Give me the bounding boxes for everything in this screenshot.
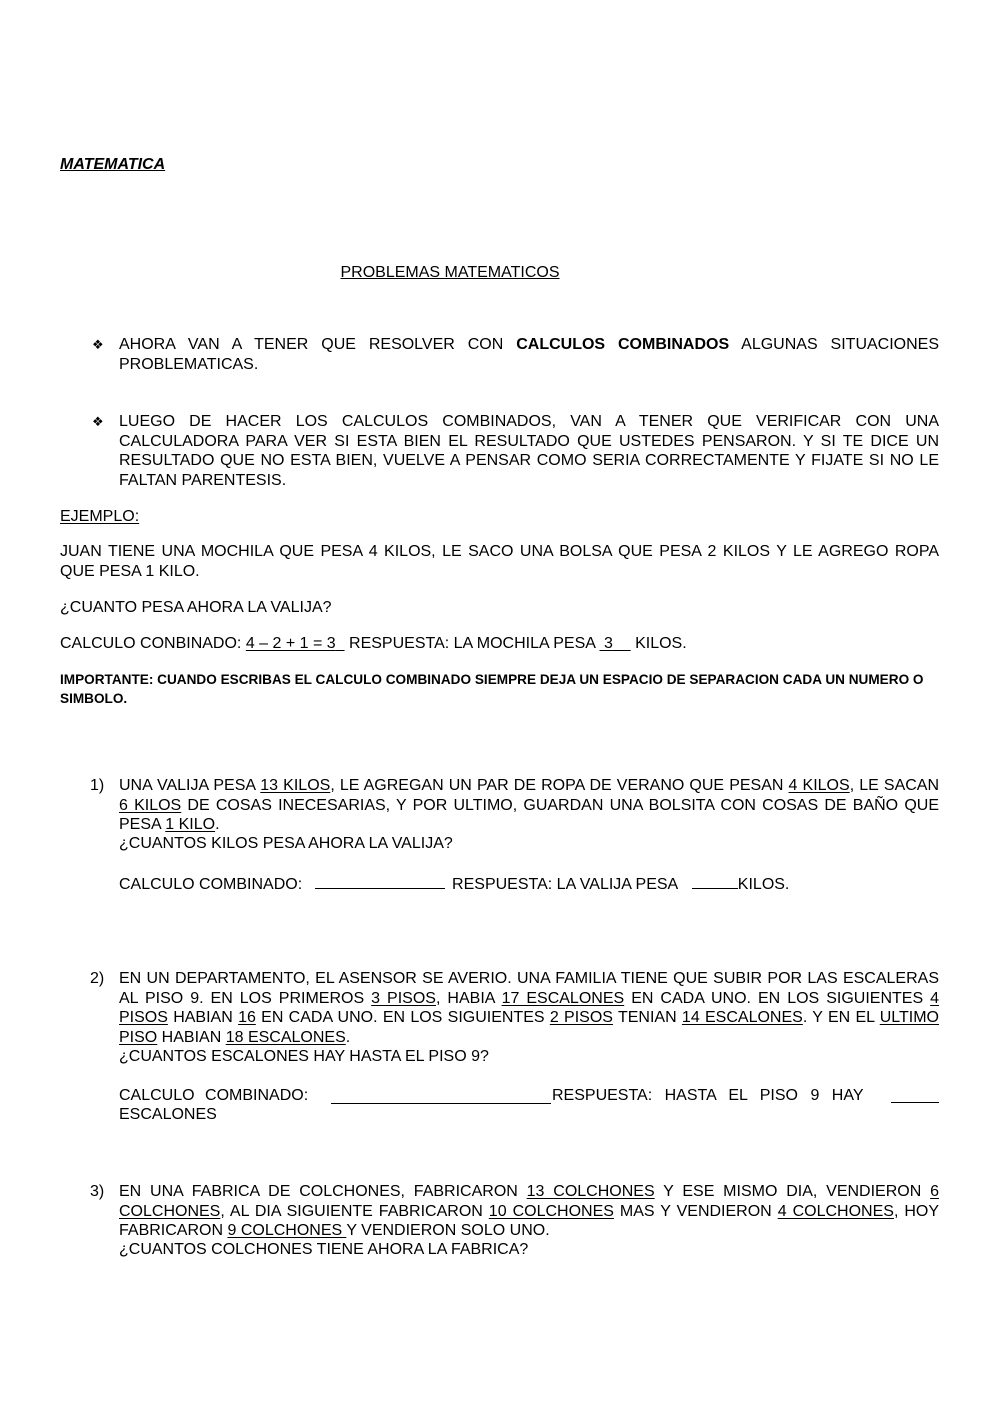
example-text: JUAN TIENE UNA MOCHILA QUE PESA 4 KILOS, LE SACO UNA BOLSA QUE PESA 2 KILOS Y LE AGREGO ROPA QUE PESA 1 KILO.	[60, 543, 939, 580]
problem-2-answer-line	[119, 1086, 939, 1106]
problem-1-calc-blank[interactable]	[315, 873, 445, 889]
page-title: PROBLEMAS MATEMATICOS	[340, 264, 560, 281]
problem-3-number: 3)	[90, 1183, 105, 1200]
problem-3-text: EN UNA FABRICA DE COLCHONES, FABRICARON 13 COLCHONES Y ESE MISMO DIA, VENDIERON 6 COLCHONES, AL DIA SIGUIENTE FABRICARON 10 COLCHONES MAS Y VENDIERON 4 COLCHONES, HOY FABRICARON 9 COLCHONES Y VENDIERON SOLO UNO.	[119, 1183, 940, 1239]
problem-2-answer-blank[interactable]	[891, 1086, 939, 1103]
problem-2-question: ¿CUANTOS ESCALONES HAY HASTA EL PISO 9?	[119, 1048, 489, 1065]
example-calculation	[60, 634, 687, 654]
diamond-bullet-icon: ❖	[92, 337, 104, 352]
problem-2-answer-unit: ESCALONES	[119, 1106, 217, 1123]
problem-1-answer-line	[119, 873, 789, 895]
example-answer-unit: KILOS.	[635, 635, 687, 652]
instruction-2: LUEGO DE HACER LOS CALCULOS COMBINADOS, VAN A TENER QUE VERIFICAR CON UNA CALCULADORA PARA VER SI ESTA BIEN EL RESULTADO QUE USTEDES PENSARON. Y SI TE DICE UN RESULTADO QUE NO ESTA BIEN, VUELVE A PENSAR COMO SERIA CORRECTAMENTE Y FIJATE SI NO LE FALTAN PARENTESIS.	[119, 413, 939, 489]
problem-3-question: ¿CUANTOS COLCHONES TIENE AHORA LA FABRICA?	[119, 1241, 529, 1258]
subject-heading: MATEMATICA	[60, 156, 166, 173]
problem-1-text: UNA VALIJA PESA 13 KILOS, LE AGREGAN UN PAR DE ROPA DE VERANO QUE PESAN 4 KILOS, LE SACAN 6 KILOS DE COSAS INECESARIAS, Y POR ULTIMO, GUARDAN UNA BOLSITA CON COSAS DE BAÑO QUE PESA 1 KILO.	[119, 777, 940, 833]
problem-2-text: EN UN DEPARTAMENTO, EL ASENSOR SE AVERIO. UNA FAMILIA TIENE QUE SUBIR POR LAS ESCALERAS AL PISO 9. EN LOS PRIMEROS 3 PISOS, HABIA 17 ESCALONES EN CADA UNO. EN LOS SIGUIENTES 4 PISOS HABIAN 16 EN CADA UNO. EN LOS SIGUIENTES 2 PISOS TENIAN 14 ESCALONES. Y EN EL ULTIMO PISO HABIAN 18 ESCALONES.	[119, 970, 940, 1046]
example-question: ¿CUANTO PESA AHORA LA VALIJA?	[60, 599, 332, 616]
instruction-1-text: AHORA VAN A TENER QUE RESOLVER CON	[119, 336, 517, 353]
instruction-1	[119, 335, 939, 374]
problem-1-answer-blank[interactable]	[692, 873, 738, 889]
problem-1-question: ¿CUANTOS KILOS PESA AHORA LA VALIJA?	[119, 835, 453, 852]
problem-1-answer-unit: KILOS.	[737, 876, 790, 893]
example-answer-value: 3	[603, 635, 613, 652]
important-note: IMPORTANTE: CUANDO ESCRIBAS EL CALCULO COMBINADO SIEMPRE DEJA UN ESPACIO DE SEPARACION CADA UN NUMERO O SIMBOLO.	[60, 672, 924, 706]
example-calc-value: 4 – 2 + 1 = 3	[245, 635, 336, 652]
instruction-1-bold: CALCULOS COMBINADOS	[516, 336, 730, 353]
problem-1-answer-label: RESPUESTA: LA VALIJA PESA	[452, 876, 678, 893]
problem-2-answer-label: RESPUESTA: HASTA EL PISO 9 HAY	[552, 1087, 864, 1104]
problem-1-number: 1)	[90, 777, 105, 794]
problem-2-calc-label: CALCULO COMBINADO:	[119, 1087, 309, 1104]
problem-2-calc-blank[interactable]	[331, 1086, 551, 1104]
diamond-bullet-icon: ❖	[92, 414, 104, 429]
example-calc-label: CALCULO CONBINADO:	[60, 635, 242, 652]
example-answer-label: RESPUESTA: LA MOCHILA PESA	[349, 635, 596, 652]
problem-2-number: 2)	[90, 970, 105, 987]
problem-1-calc-label: CALCULO COMBINADO:	[119, 876, 303, 893]
instruction-1-text-end: ALGUNAS SITUACIONES PROBLEMATICAS.	[119, 336, 940, 373]
example-label: EJEMPLO:	[60, 508, 140, 525]
